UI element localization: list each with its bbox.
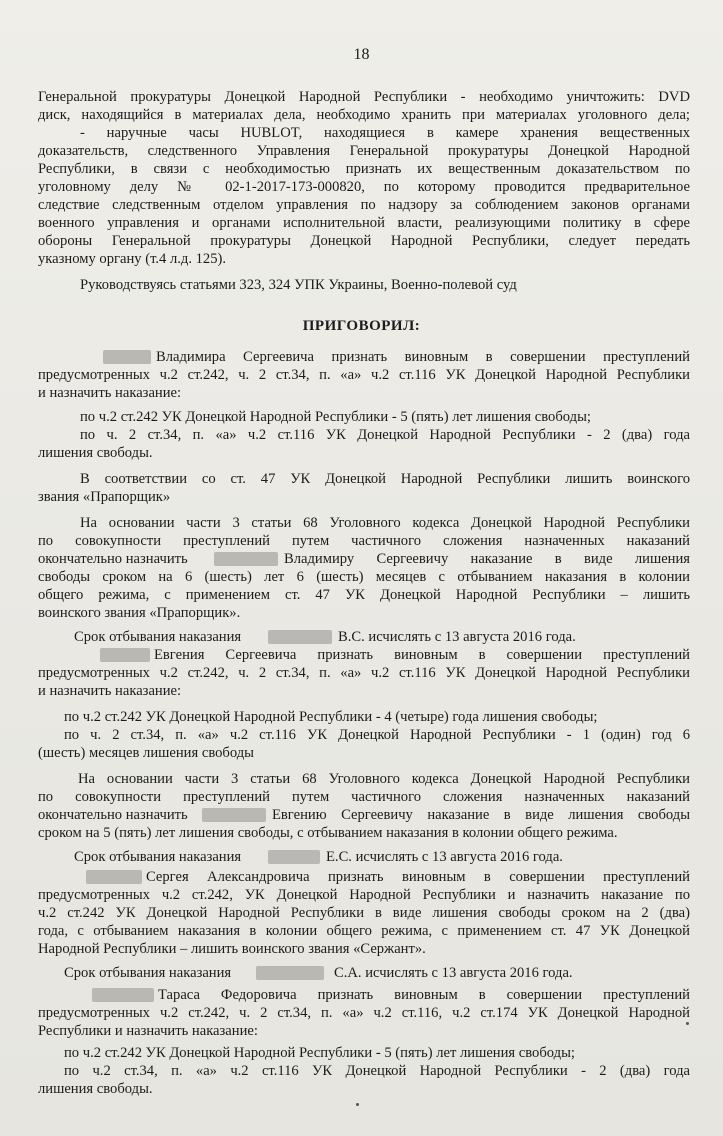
text-line: предусмотренных ч.2 ст.242, ч. 2 ст.34, п. «а» ч.2 ст.116, ч.2 ст.174 УК Донецкой Народной [38, 1005, 690, 1021]
text-line: Сергея Александровича признать виновным в совершении преступлений [146, 869, 690, 885]
text-line: Владимира Сергеевича признать виновным в совершении преступлений [156, 349, 690, 365]
page-number: 18 [353, 46, 370, 63]
redacted-surname [103, 350, 151, 364]
redacted-surname [268, 630, 332, 644]
text-line: (шесть) месяцев лишения свободы [38, 745, 254, 761]
text-line: по ч.2 ст.242 УК Донецкой Народной Республики - 5 (пять) лет лишения свободы; [80, 409, 591, 425]
speck-mark [686, 1022, 689, 1025]
text-line: по ч.2 ст.34, п. «а» ч.2 ст.116 УК Донецкой Народной Республики - 2 (два) года [64, 1063, 690, 1079]
text-line: На основании части 3 статьи 68 Уголовного кодекса Донецкой Народной Республики [80, 515, 690, 531]
text-line: уголовному делу № 02-1-2017-173-000820, по которому проводится предварительное [38, 179, 690, 195]
text-line: Руководствуясь статьями 323, 324 УПК Украины, Военно-полевой суд [80, 277, 517, 293]
text-line: и назначить наказание: [38, 683, 182, 699]
text-line: и назначить наказание: [38, 385, 182, 401]
redacted-surname [100, 648, 150, 662]
text-line: С.А. исчислять с 13 августа 2016 года. [334, 965, 573, 981]
text-line: общего режима, с применением ст. 47 УК Донецкой Народной Республики – лишить [38, 587, 690, 603]
text-line: звания «Прапорщик» [38, 489, 171, 505]
text-line: предусмотренных ч.2 ст.242, ч. 2 ст.34, п. «а» ч.2 ст.116 УК Донецкой Народной Республики [38, 367, 690, 383]
text-line: лишения свободы. [38, 1081, 153, 1097]
text-line: следствие следственным отделом управления по надзору за соблюдением законов органами [38, 197, 690, 213]
text-line: окончательно назначить [38, 551, 188, 567]
verdict-heading: ПРИГОВОРИЛ: [302, 318, 421, 334]
text-line: На основании части 3 статьи 68 Уголовного кодекса Донецкой Народной Республики [78, 771, 690, 787]
text-line: Срок отбывания наказания [74, 849, 242, 865]
text-line: Евгения Сергеевича признать виновным в совершении преступлений [154, 647, 690, 663]
redacted-surname [86, 870, 142, 884]
text-line: Генеральной прокуратуры Донецкой Народной Республики - необходимо уничтожить: DVD [38, 89, 690, 105]
text-line: Тараса Федоровича признать виновным в совершении преступлений [158, 987, 690, 1003]
text-line: предусмотренных ч.2 ст.242, ч. 2 ст.34, п. «а» ч.2 ст.116 УК Донецкой Народной Республики [38, 665, 690, 681]
text-line: указному органу (т.4 л.д. 125). [38, 251, 227, 267]
text-line: Е.С. исчислять с 13 августа 2016 года. [326, 849, 563, 865]
text-line: по ч.2 ст.242 УК Донецкой Народной Республики - 4 (четыре) года лишения свободы; [64, 709, 598, 725]
text-line: по ч. 2 ст.34, п. «а» ч.2 ст.116 УК Донецкой Народной Республики - 2 (два) года [80, 427, 690, 443]
redacted-surname [268, 850, 320, 864]
text-line: лишения свободы. [38, 445, 153, 461]
text-line: Срок отбывания наказания [74, 629, 242, 645]
text-line: по ч.2 ст.242 УК Донецкой Народной Республики - 5 (пять) лет лишения свободы; [64, 1045, 575, 1061]
text-line: В соответствии со ст. 47 УК Донецкой Народной Республики лишить воинского [80, 471, 690, 487]
text-line: В.С. исчислять с 13 августа 2016 года. [338, 629, 576, 645]
text-line: воинского звания «Прапорщик». [38, 605, 241, 621]
redacted-surname [214, 552, 278, 566]
text-line: ч.2 ст.242 УК Донецкой Народной Республики в виде лишения свободы сроком на 2 (два) [38, 905, 690, 921]
text-line: Владимиру Сергеевичу наказание в виде лишения [284, 551, 690, 567]
text-line: предусмотренных ч.2 ст.242, УК Донецкой Народной Республики и назначить наказание по [38, 887, 690, 903]
text-line: сроком на 5 (пять) лет лишения свободы, с отбыванием наказания в колонии общего режима. [38, 825, 618, 841]
text-line: обороны Генеральной прокуратуры Донецкой Народной Республики, следует передать [38, 233, 690, 249]
text-line: по совокупности преступлений путем частичного сложения назначенных наказаний [38, 789, 690, 805]
text-line: года, с отбыванием наказания в колонии общего режима, с применением ст. 47 УК Донецкой [38, 923, 690, 939]
text-line: окончательно назначить [38, 807, 188, 823]
speck-mark [356, 1103, 359, 1106]
text-line: по ч. 2 ст.34, п. «а» ч.2 ст.116 УК Донецкой Народной Республики - 1 (один) год 6 [64, 727, 690, 743]
text-line: свободы сроком на 6 (шесть) лет 6 (шесть) месяцев с отбыванием наказания в колонии [38, 569, 690, 585]
text-line: диск, находящийся в материалах дела, необходимо хранить при материалах уголовного дела; [38, 107, 690, 123]
text-line: Республики, в связи с необходимостью признать их вещественным доказательством по [38, 161, 690, 177]
text-line: Срок отбывания наказания [64, 965, 232, 981]
text-line: Народной Республики – лишить воинского звания «Сержант». [38, 941, 426, 957]
redacted-surname [92, 988, 154, 1002]
text-line: по совокупности преступлений путем частичного сложения назначенных наказаний [38, 533, 690, 549]
redacted-surname [256, 966, 324, 980]
text-line: - наручные часы HUBLOT, находящиеся в камере хранения вещественных [80, 125, 690, 141]
text-line: военного управления и органами исполнительной власти, реализующими политику в сфере [38, 215, 690, 231]
text-line: Евгению Сергеевичу наказание в виде лишения свободы [272, 807, 690, 823]
text-line: доказательств, следственного Управления Генеральной прокуратуры Донецкой Народной [38, 143, 690, 159]
redacted-surname [202, 808, 266, 822]
text-line: Республики и назначить наказание: [38, 1023, 258, 1039]
